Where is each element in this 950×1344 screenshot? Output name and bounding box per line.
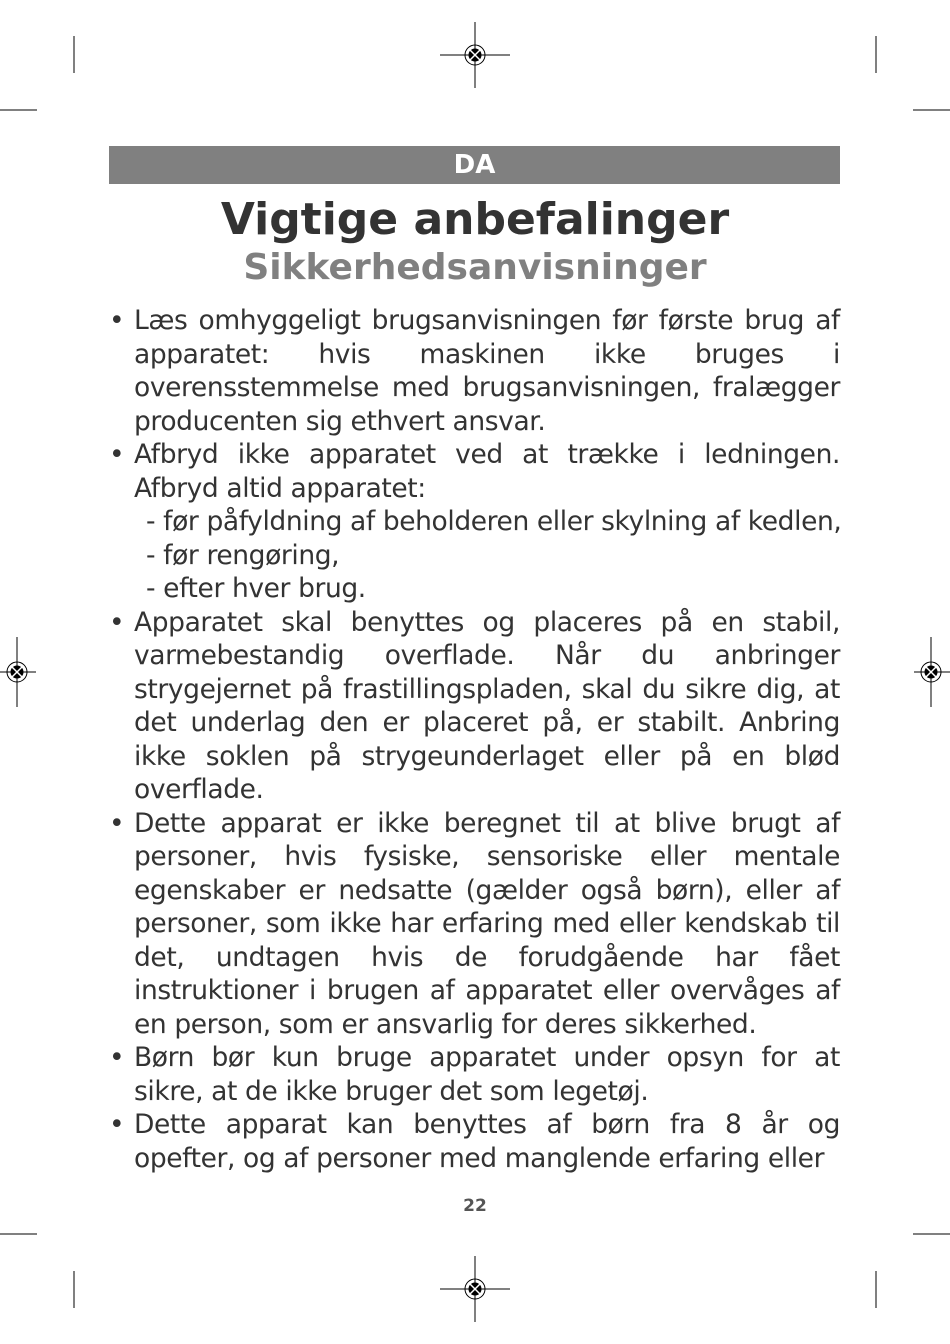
list-item-text: Dette apparat er ikke beregnet til at blive brugt af personer, hvis fysiske, sensoriske eller mentale egenskaber er nedsatte (gælder også børn), eller af personer, som ikke har erfaring med eller kendskab til det, undtagen hvis de forudgående har fået instruktioner i brugen af apparatet eller overvåges af en person, som er ansvarlig for deres sikkerhed. bbox=[134, 807, 840, 1040]
list-item bbox=[109, 1041, 840, 1108]
language-bar bbox=[109, 146, 840, 184]
sub-item: - efter hver brug. bbox=[146, 573, 366, 604]
safety-instructions bbox=[109, 304, 840, 1175]
list-item-text: Apparatet skal benyttes og placeres på en stabil, varmebestandig overflade. Når du anbringer strygejernet på frastillingspladen, skal du sikre dig, at det underlag den er placeret på, er stabilt. Anbring ikke soklen på strygeunderlaget eller på en blød overflade. bbox=[134, 606, 840, 805]
list-item bbox=[109, 606, 840, 807]
sub-item: - før rengøring, bbox=[146, 539, 340, 571]
list-item-text: Dette apparat kan benyttes af børn fra 8 år og opefter, og af personer med manglende erfaring eller bbox=[134, 1109, 840, 1174]
list-item-text: Læs omhyggeligt brugsanvisningen før første brug af apparatet: hvis maskinen ikke bruges i overensstemmelse med brugsanvisningen, fralægger producenten sig ethvert ansvar. bbox=[134, 305, 840, 437]
registration-mark-bottom bbox=[440, 1256, 510, 1322]
bullet: • bbox=[109, 439, 125, 470]
bullet: • bbox=[109, 1042, 125, 1073]
list-item bbox=[109, 807, 840, 1042]
registration-mark-top bbox=[440, 22, 510, 88]
bullet: • bbox=[109, 807, 125, 839]
list-item-text: Afbryd ikke apparatet ved at trække i ledningen. Afbryd altid apparatet: bbox=[134, 439, 840, 504]
page-number: 22 bbox=[463, 1196, 487, 1216]
list-item-text: Børn bør kun bruge apparatet under opsyn for at sikre, at de ikke bruger det som legetøj. bbox=[134, 1042, 840, 1107]
sub-item: - før påfyldning af beholderen eller skylning af kedlen, bbox=[146, 506, 842, 537]
bullet: • bbox=[109, 606, 125, 638]
page-subtitle: Sikkerhedsanvisninger bbox=[243, 247, 707, 288]
registration-mark-left bbox=[0, 637, 36, 707]
registration-mark-right bbox=[914, 637, 950, 707]
list-item bbox=[109, 304, 840, 438]
bullet: • bbox=[109, 1109, 125, 1140]
language-code: DA bbox=[453, 150, 496, 180]
list-item bbox=[109, 438, 840, 606]
page-title: Vigtige anbefalinger bbox=[220, 194, 730, 245]
bullet: • bbox=[109, 305, 125, 336]
list-item bbox=[109, 1108, 840, 1175]
